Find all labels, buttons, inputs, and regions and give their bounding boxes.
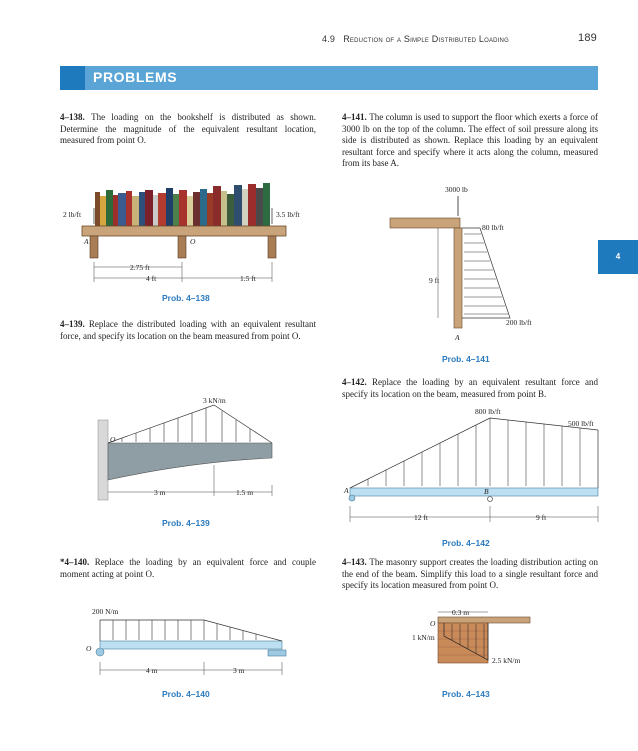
label-bottom-load: 200 lb/ft <box>506 318 532 327</box>
dim-4m: 4 m <box>146 666 158 675</box>
problem-number: 4–139. <box>60 319 85 329</box>
problem-number: *4–140. <box>60 557 90 567</box>
dim-12ft: 12 ft <box>414 513 428 522</box>
dim-9ft: 9 ft <box>536 513 547 522</box>
dim-3m: 3 m <box>154 488 166 497</box>
caption-4-140: Prob. 4–140 <box>162 689 210 699</box>
label-top-load: 80 lb/ft <box>482 223 504 232</box>
beam-end <box>438 617 530 623</box>
masonry <box>438 623 488 663</box>
problem-number: 4–141. <box>342 112 367 122</box>
label-point-o: O <box>86 644 92 653</box>
label-point-a: A <box>344 486 349 495</box>
caption-4-141: Prob. 4–141 <box>442 354 490 364</box>
label-load: 200 N/m <box>92 607 119 616</box>
dim-height: 9 ft <box>429 276 440 285</box>
label-load: 3 kN/m <box>203 396 226 405</box>
label-mid-load: 800 lb/ft <box>475 407 501 416</box>
caption-4-143: Prob. 4–143 <box>442 689 490 699</box>
label-load1: 1 kN/m <box>412 633 435 642</box>
problem-statement: The masonry support creates the loading distribution acting on the end of the beam. Simplify this load to a single resultant force and specify its location measured from point O. <box>342 557 599 591</box>
label-right-load: 500 lb/ft <box>568 419 594 428</box>
label-right-load: 3.5 lb/ft <box>276 210 300 219</box>
label-point-a: A <box>455 333 460 342</box>
label-point-o: O <box>190 237 196 246</box>
banner-title: PROBLEMS <box>93 69 178 85</box>
label-point-b: B <box>484 487 489 496</box>
label-force: 3000 lb <box>445 185 468 194</box>
section-number: 4.9 <box>322 34 336 44</box>
problem-number: 4–138. <box>60 112 85 122</box>
dim-3m: 3 m <box>233 666 245 675</box>
problem-statement: Replace the loading by an equivalent resultant force and specify its location on the beam, measured from point B. <box>342 377 598 399</box>
page-number: 189 <box>578 32 597 44</box>
problem-statement: The loading on the bookshelf is distributed as shown. Determine the magnitude of the equivalent resultant location, measured from point O. <box>60 112 316 146</box>
section-title: Reduction of a Simple Distributed Loading <box>343 34 509 44</box>
dim-4ft: 4 ft <box>146 274 157 283</box>
caption-4-142: Prob. 4–142 <box>442 538 490 548</box>
label-point-a: A <box>84 237 89 246</box>
problem-statement: The column is used to support the floor which exerts a force of 3000 lb on the top of the column. The effect of soil pressure along its side is distributed as shown. Replace this loading by an equivalent resultant force and specify where it acts along the column, measured from its base A. <box>342 112 599 169</box>
caption-4-138: Prob. 4–138 <box>162 293 210 303</box>
label-load2: 2.5 kN/m <box>492 656 521 665</box>
dim-width: 0.3 m <box>452 608 470 617</box>
problem-statement: Replace the loading by an equivalent force and couple moment acting at point O. <box>60 557 317 579</box>
caption-4-139: Prob. 4–139 <box>162 518 210 528</box>
problem-number: 4–143. <box>342 557 367 567</box>
chapter-tab: 4 <box>598 240 638 274</box>
label-point-o: O <box>430 619 436 628</box>
dim-2-75ft: 2.75 ft <box>130 263 150 272</box>
problem-statement: Replace the distributed loading with an equivalent resultant force, and specify its location on the beam measured from point O. <box>60 319 316 341</box>
problem-number: 4–142. <box>342 377 367 387</box>
label-point-o: O <box>110 435 116 444</box>
dim-1-5m: 1.5 m <box>236 488 254 497</box>
label-left-load: 2 lb/ft <box>63 210 82 219</box>
dim-1-5ft: 1.5 ft <box>240 274 256 283</box>
